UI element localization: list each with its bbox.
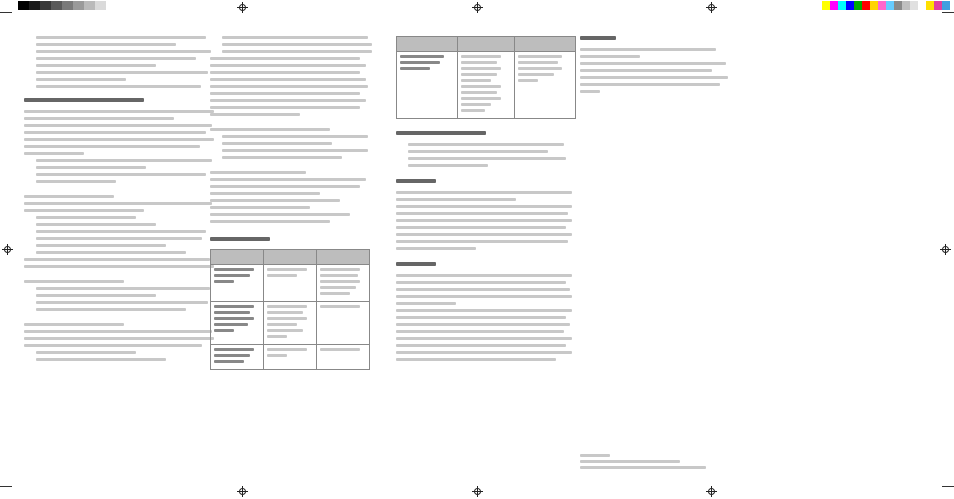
table-row (397, 52, 576, 119)
calibration-swatch (29, 1, 40, 10)
registration-mark-icon (472, 2, 483, 13)
calibration-swatch (830, 1, 838, 10)
registration-mark-icon (940, 244, 951, 255)
calibration-swatch (84, 1, 95, 10)
calibration-swatch (918, 1, 926, 10)
registration-mark-icon (237, 486, 248, 497)
table-row (211, 345, 370, 370)
page-column-1 (24, 36, 220, 365)
calibration-swatch (934, 1, 942, 10)
table-cell (317, 265, 370, 302)
table-cell (211, 265, 264, 302)
registration-mark-icon (237, 2, 248, 13)
calibration-swatch (51, 1, 62, 10)
calibration-swatch (62, 1, 73, 10)
table-cell (458, 52, 514, 119)
maintenance-table (396, 36, 576, 119)
calibration-swatch (862, 1, 870, 10)
table-cell (211, 345, 264, 370)
table-cell (264, 265, 317, 302)
table-header (514, 37, 575, 52)
table-header (317, 250, 370, 265)
page-column-2 (210, 36, 370, 370)
trim-mark (942, 12, 954, 13)
calibration-swatch (95, 1, 106, 10)
calibration-swatch (878, 1, 886, 10)
table-cell (317, 302, 370, 345)
table-row (211, 265, 370, 302)
calibration-swatch (902, 1, 910, 10)
calibration-swatch (40, 1, 51, 10)
table-cell (514, 52, 575, 119)
calibration-swatch (822, 1, 830, 10)
calibration-swatch (926, 1, 934, 10)
registration-mark-icon (706, 2, 717, 13)
calibration-swatch (73, 1, 84, 10)
calibration-swatch (910, 1, 918, 10)
table-header (264, 250, 317, 265)
calibration-swatch (846, 1, 854, 10)
calibration-swatch (942, 1, 950, 10)
imprint-block (580, 454, 710, 472)
calibration-swatch (870, 1, 878, 10)
table-cell (264, 345, 317, 370)
trim-mark (942, 486, 954, 487)
table-header (458, 37, 514, 52)
calibration-swatch (894, 1, 902, 10)
table-cell (397, 52, 458, 119)
table-cell (317, 345, 370, 370)
calibration-swatch (838, 1, 846, 10)
table-cell (211, 302, 264, 345)
table-cell (264, 302, 317, 345)
page-column-3 (396, 36, 576, 365)
calibration-bar-right (822, 1, 950, 10)
table-header (211, 250, 264, 265)
registration-mark-icon (472, 486, 483, 497)
page-column-4 (580, 36, 730, 97)
trim-mark (0, 12, 12, 13)
table-row (211, 302, 370, 345)
calibration-swatch (18, 1, 29, 10)
trim-mark (0, 486, 12, 487)
table-header (397, 37, 458, 52)
registration-mark-icon (2, 244, 13, 255)
registration-mark-icon (706, 486, 717, 497)
troubleshooting-table (210, 249, 370, 370)
calibration-bar-left (18, 1, 106, 10)
calibration-swatch (886, 1, 894, 10)
calibration-swatch (854, 1, 862, 10)
